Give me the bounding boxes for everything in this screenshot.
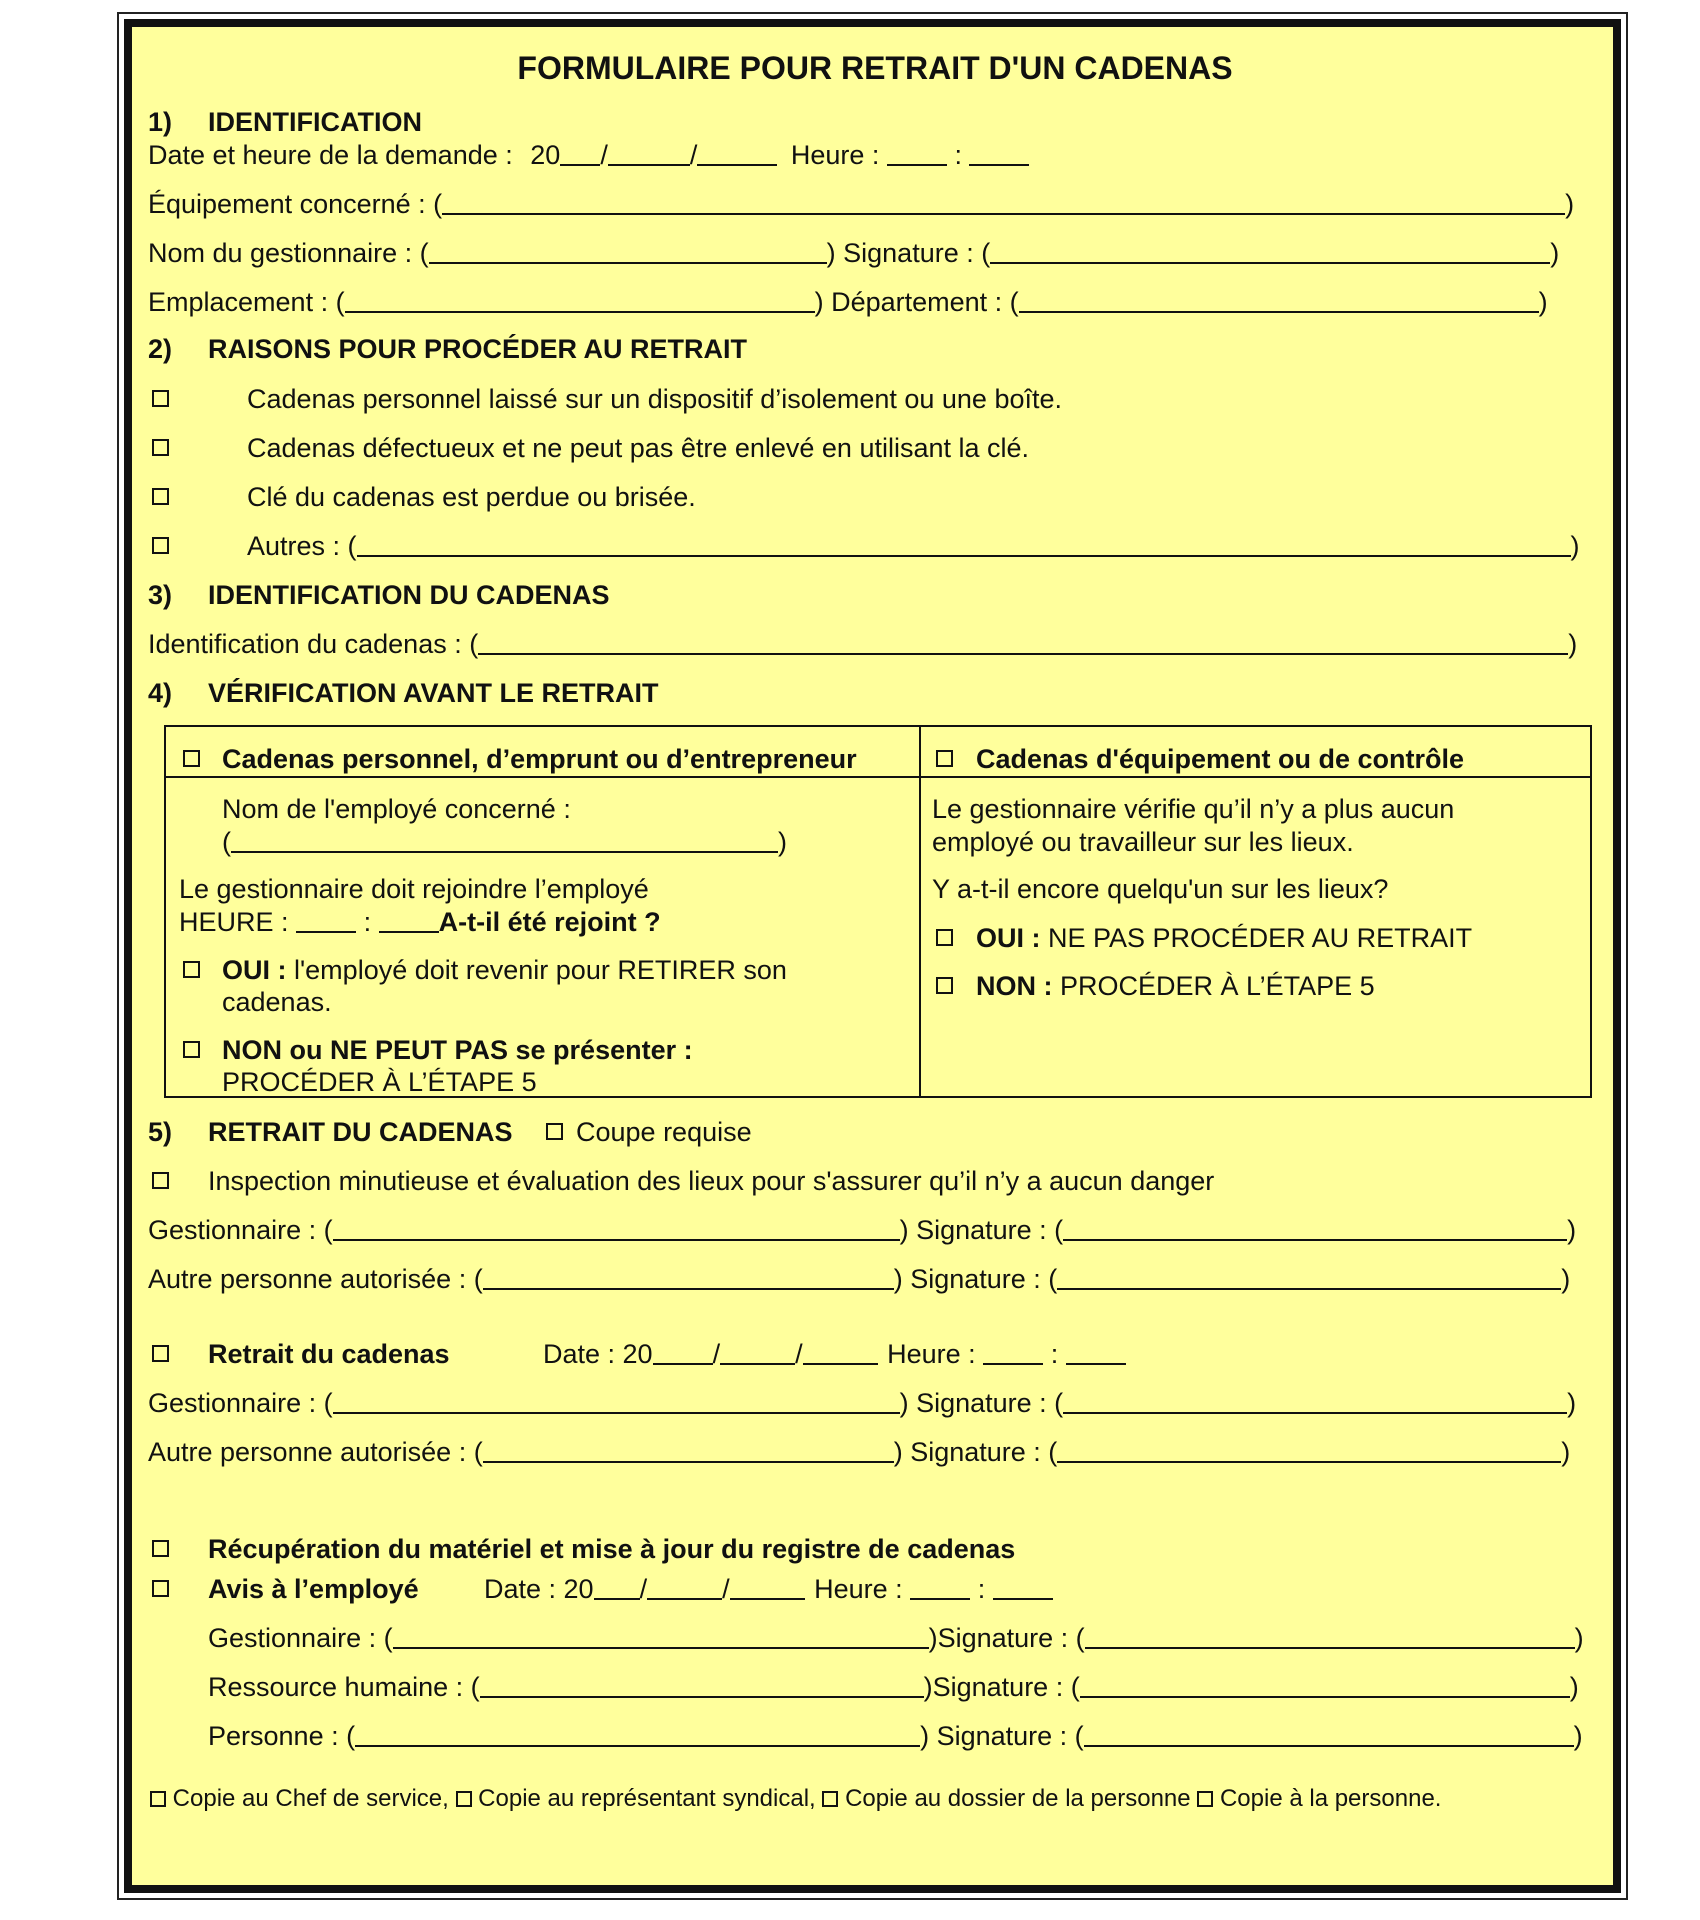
copy-syndical-label: Copie au représentant syndical,: [478, 1785, 816, 1812]
personne-label: Personne : (: [208, 1721, 356, 1751]
right-oui-checkbox[interactable]: [936, 929, 953, 946]
s2-num: 2): [148, 334, 173, 364]
autre-field[interactable]: [483, 1439, 894, 1463]
signature-label: ) Signature : (: [893, 1264, 1058, 1294]
month-blank[interactable]: [608, 142, 690, 166]
coupe-label: Coupe requise: [576, 1117, 752, 1147]
signature-field[interactable]: [1057, 1266, 1561, 1290]
heure-label: Heure :: [887, 1339, 976, 1369]
form-title: FORMULAIRE POUR RETRAIT D'UN CADENAS: [517, 50, 1233, 86]
left-oui-bold: OUI :: [222, 955, 287, 985]
heure-label: Heure :: [814, 1574, 903, 1604]
retrait-date-line: [543, 1338, 1126, 1370]
copy-personne-label: Copie à la personne.: [1219, 1785, 1442, 1812]
s3-num: 3): [148, 580, 173, 610]
paren-close: ): [1570, 531, 1580, 561]
left-hour-blank[interactable]: [296, 909, 356, 933]
right-question: Y a-t-il encore quelqu'un sur les lieux?: [932, 874, 1389, 904]
paren-close: ): [1568, 629, 1578, 659]
s5-num: 5): [148, 1117, 173, 1147]
signature-label: )Signature : (: [928, 1623, 1085, 1653]
year-blank[interactable]: [560, 142, 600, 166]
paren-close: ): [1573, 1721, 1583, 1751]
nom-gestionnaire-field[interactable]: [429, 240, 827, 264]
signature-label: ) Signature : (: [920, 1721, 1084, 1751]
gestionnaire-line: [148, 237, 1559, 269]
s5-heading: RETRAIT DU CADENAS: [208, 1117, 513, 1147]
right-non-text: PROCÉDER À L’ÉTAPE 5: [1060, 971, 1375, 1001]
personal-lock-checkbox[interactable]: [183, 750, 200, 767]
signature-field[interactable]: [1063, 1217, 1567, 1241]
left-non-bold: NON ou NE PEUT PAS se présenter :: [222, 1035, 693, 1065]
paren-close: ): [1561, 1264, 1571, 1294]
avis-label: Avis à l’employé: [208, 1574, 419, 1604]
signature-field[interactable]: [1063, 1390, 1567, 1414]
s4-num: 4): [148, 678, 173, 708]
reason-checkbox-4[interactable]: [152, 537, 169, 554]
left-oui-checkbox[interactable]: [183, 961, 200, 978]
autre-label: Autre personne autorisée : (: [148, 1437, 483, 1467]
equipement-field[interactable]: [442, 191, 1565, 215]
right-non-checkbox[interactable]: [936, 977, 953, 994]
emplacement-field[interactable]: [345, 289, 815, 313]
paren-close: ): [1561, 1437, 1571, 1467]
s1-num: 1): [148, 107, 173, 137]
ident-line: [148, 628, 1577, 660]
month-blank[interactable]: [647, 1576, 722, 1600]
sep: /: [639, 1574, 648, 1604]
paren-close: ): [1538, 287, 1548, 317]
signature-label: ) Signature : (: [899, 1388, 1064, 1418]
s1-heading: IDENTIFICATION: [208, 107, 422, 137]
copy-syndical-checkbox[interactable]: [456, 1791, 472, 1807]
gestionnaire-label: Gestionnaire : (: [208, 1623, 393, 1653]
autre-label: Autre personne autorisée : (: [148, 1264, 483, 1294]
copy-chef-checkbox[interactable]: [150, 1791, 166, 1807]
right-oui-text: NE PAS PROCÉDER AU RETRAIT: [1048, 923, 1473, 953]
inspection-checkbox[interactable]: [152, 1172, 169, 1189]
personne-field[interactable]: [355, 1723, 920, 1747]
ident-field[interactable]: [478, 631, 1568, 655]
reason-label-1: Cadenas personnel laissé sur un dispositif d’isolement ou une boîte.: [247, 384, 1062, 414]
gest-sig-line-2: [148, 1387, 1576, 1419]
s2-heading: RAISONS POUR PROCÉDER AU RETRAIT: [208, 334, 748, 364]
avis-date-line: [484, 1573, 1053, 1605]
ident-label: Identification du cadenas : (: [148, 629, 479, 659]
gestionnaire-field[interactable]: [333, 1390, 900, 1414]
signature-field[interactable]: [1084, 1723, 1574, 1747]
equipement-label: Équipement concerné : (: [148, 189, 443, 219]
hour-blank[interactable]: [887, 142, 947, 166]
left-nom-line: ( ): [222, 827, 787, 857]
left-oui-line: [222, 954, 787, 986]
left-minute-blank[interactable]: [379, 909, 439, 933]
year-prefix: 20: [530, 140, 561, 170]
copies-line: [150, 1783, 1441, 1815]
reason-other-field[interactable]: [357, 533, 1571, 557]
day-blank[interactable]: [697, 142, 777, 166]
hour-blank[interactable]: [910, 1576, 970, 1600]
reason-checkbox-1[interactable]: [152, 390, 169, 407]
left-rejoindre: Le gestionnaire doit rejoindre l’employé: [179, 874, 649, 904]
paren-close: ): [778, 827, 787, 857]
emplacement-line: [148, 286, 1548, 318]
retrait-label: Retrait du cadenas: [208, 1339, 450, 1369]
sep: /: [722, 1574, 730, 1604]
year-blank[interactable]: [594, 1576, 640, 1600]
year-blank[interactable]: [653, 1341, 713, 1365]
heure-label: Heure :: [790, 140, 880, 170]
reason-label-4: Autres : (: [247, 531, 357, 561]
equipement-line: [148, 188, 1574, 220]
s3-heading: IDENTIFICATION DU CADENAS: [208, 580, 610, 610]
retrait-checkbox[interactable]: [152, 1345, 169, 1362]
reason-other-line: [247, 530, 1580, 562]
minute-blank[interactable]: [969, 142, 1029, 166]
signature-label: ) Signature : (: [899, 1215, 1064, 1245]
table-divider-v: [919, 727, 921, 1096]
paren-close: ): [1567, 1215, 1577, 1245]
left-rejoint: A-t-il été rejoint ?: [438, 907, 661, 937]
coupe-checkbox[interactable]: [546, 1123, 563, 1140]
autre-sig-line-1: [148, 1263, 1570, 1295]
rh-sig-line: [208, 1671, 1579, 1703]
signature-field[interactable]: [1080, 1674, 1570, 1698]
hour-blank[interactable]: [983, 1341, 1043, 1365]
departement-field[interactable]: [1019, 289, 1539, 313]
copy-chef-label: Copie au Chef de service,: [172, 1785, 449, 1812]
sep: /: [795, 1339, 803, 1369]
copy-personne-checkbox[interactable]: [1197, 1791, 1213, 1807]
retrait-date-label: Date : 20: [543, 1339, 653, 1369]
signature-field[interactable]: [1057, 1439, 1561, 1463]
recuperation-checkbox[interactable]: [152, 1540, 169, 1557]
employee-name-field[interactable]: [231, 829, 778, 853]
rh-field[interactable]: [480, 1674, 924, 1698]
right-non-line: [976, 970, 1375, 1002]
gestionnaire-field[interactable]: [333, 1217, 900, 1241]
rh-label: Ressource humaine : (: [208, 1672, 480, 1702]
right-oui-bold: OUI :: [976, 923, 1041, 953]
autre-sig-line-2: [148, 1436, 1570, 1468]
table-divider-h: [166, 776, 1590, 778]
signature-label: ) Signature : (: [893, 1437, 1058, 1467]
right-verif-2: employé ou travailleur sur les lieux.: [932, 827, 1354, 857]
sep: /: [689, 140, 698, 170]
left-oui-text: l'employé doit revenir pour RETIRER son: [294, 955, 787, 985]
right-non-bold: NON :: [976, 971, 1053, 1001]
colon: :: [977, 1574, 986, 1604]
left-oui-text-2: cadenas.: [222, 987, 332, 1017]
sep: /: [712, 1339, 721, 1369]
sep: /: [600, 140, 608, 170]
copy-dossier-label: Copie au dossier de la personne: [845, 1785, 1191, 1812]
left-heure-line: [179, 906, 661, 938]
personne-sig-line: [208, 1720, 1583, 1752]
minute-blank[interactable]: [993, 1576, 1053, 1600]
gestionnaire-field[interactable]: [393, 1625, 929, 1649]
right-header: Cadenas d'équipement ou de contrôle: [976, 744, 1464, 774]
right-verif-1: Le gestionnaire vérifie qu’il n’y a plus aucun: [932, 794, 1455, 824]
month-blank[interactable]: [720, 1341, 795, 1365]
left-non-text: PROCÉDER À L’ÉTAPE 5: [222, 1067, 537, 1097]
colon: :: [1050, 1339, 1059, 1369]
signature-field[interactable]: [990, 240, 1550, 264]
reason-checkbox-3[interactable]: [152, 488, 169, 505]
s4-heading: VÉRIFICATION AVANT LE RETRAIT: [208, 678, 659, 708]
copy-dossier-checkbox[interactable]: [822, 1791, 838, 1807]
right-oui-line: [976, 922, 1472, 954]
minute-blank[interactable]: [1066, 1341, 1126, 1365]
reason-label-2: Cadenas défectueux et ne peut pas être enlevé en utilisant la clé.: [247, 433, 1030, 463]
equipment-lock-checkbox[interactable]: [936, 750, 953, 767]
date-request-label: Date et heure de la demande :: [148, 140, 513, 170]
signature-label: ) Signature : (: [826, 238, 991, 268]
date-request-line: [148, 139, 1029, 171]
paren-close: ): [1565, 189, 1575, 219]
recuperation-label: Récupération du matériel et mise à jour du registre de cadenas: [208, 1534, 1016, 1564]
departement-label: ) Département : (: [814, 287, 1019, 317]
paren-close: ): [1574, 1623, 1584, 1653]
emplacement-label: Emplacement : (: [148, 287, 345, 317]
inspection-label: Inspection minutieuse et évaluation des lieux pour s'assurer qu’il n’y a aucun danger: [208, 1166, 1215, 1196]
gest-sig-line-3: [208, 1622, 1584, 1654]
paren-close: ): [1567, 1388, 1577, 1418]
nom-gestionnaire-label: Nom du gestionnaire : (: [148, 238, 429, 268]
gestionnaire-label: Gestionnaire : (: [148, 1215, 333, 1245]
day-blank[interactable]: [803, 1341, 878, 1365]
gestionnaire-label: Gestionnaire : (: [148, 1388, 333, 1418]
colon: :: [954, 140, 962, 170]
autre-field[interactable]: [483, 1266, 894, 1290]
signature-field[interactable]: [1085, 1625, 1575, 1649]
day-blank[interactable]: [730, 1576, 805, 1600]
paren-close: ): [1569, 1672, 1579, 1702]
reason-checkbox-2[interactable]: [152, 439, 169, 456]
colon: :: [363, 907, 372, 937]
left-header: Cadenas personnel, d’emprunt ou d’entrepreneur: [222, 744, 857, 774]
gest-sig-line-1: [148, 1214, 1576, 1246]
avis-date-label: Date : 20: [484, 1574, 594, 1604]
signature-label: )Signature : (: [923, 1672, 1080, 1702]
avis-checkbox[interactable]: [152, 1580, 169, 1597]
left-heure-label: HEURE :: [179, 907, 289, 937]
left-nom-label: Nom de l'employé concerné :: [222, 794, 571, 824]
left-non-checkbox[interactable]: [183, 1041, 200, 1058]
reason-label-3: Clé du cadenas est perdue ou brisée.: [247, 482, 696, 512]
paren-close: ): [1550, 238, 1560, 268]
